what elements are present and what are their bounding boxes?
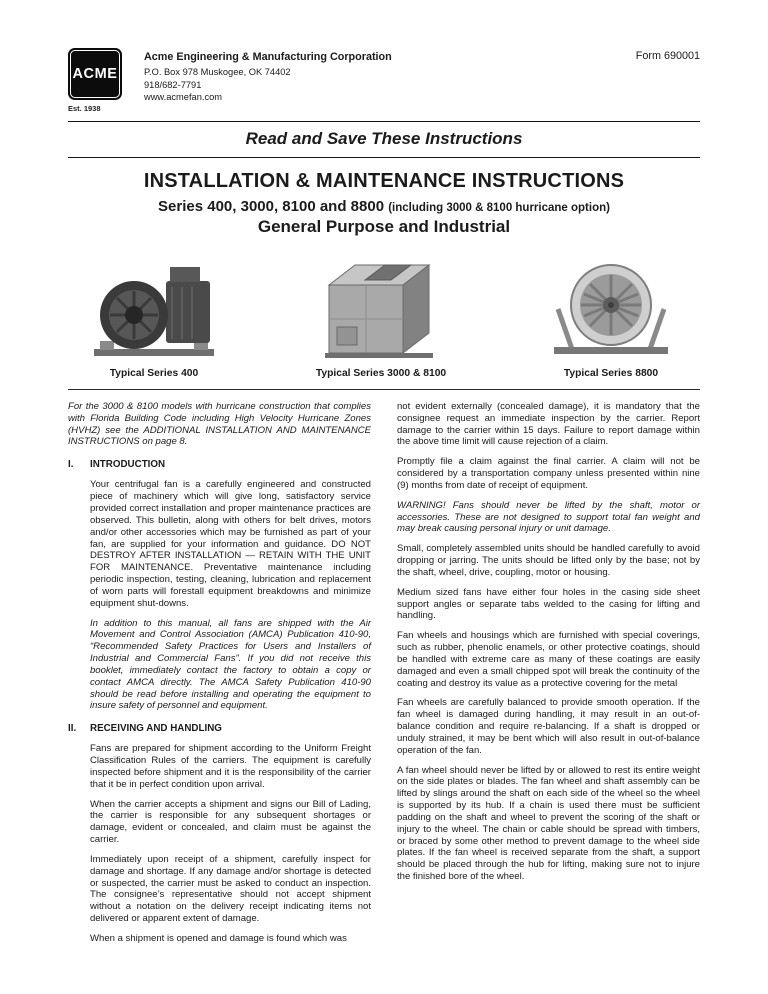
section-heading-introduction <box>68 459 371 471</box>
section-number: II. <box>68 723 77 735</box>
title-divider <box>68 157 700 158</box>
paragraph: Fan wheels are carefully balanced to provide smooth operation. If the fan wheel is damaged during handling, it may result in an out-of-balance condition and require re-balancing. If a shaft is dropped or unduly strained, it may be bent which will also result in out-of-balance operation of the fan. <box>397 697 700 756</box>
company-phone: 918/682-7791 <box>144 79 202 90</box>
logo-established-text: Est. 1938 <box>68 104 101 113</box>
acme-logo <box>68 48 122 100</box>
figure-series-3000-8100 <box>307 253 455 379</box>
right-column <box>397 401 700 953</box>
hurricane-note: For the 3000 & 8100 models with hurricane construction that complies with Florida Building Code including High Velocity Hurricane Zones (HVHZ) see the ADDITIONAL INSTALLATION AND MAINTENANCE INSTRUCTIONS on page 8. <box>68 401 371 448</box>
series-3000-8100-photo <box>307 253 455 361</box>
paragraph: Fan wheels and housings which are furnished with special coverings, such as rubber, phenolic enamels, or other protective coatings, should be handled with extreme care as many of these coatings are easily damaged and even a small chipped spot will break the continuity of the coating and destroy its value as a protective covering for the metal <box>397 630 700 689</box>
figure-series-8800 <box>544 259 678 379</box>
figures-divider <box>68 389 700 390</box>
series-8800-photo <box>544 259 678 361</box>
paragraph: not evident externally (concealed damage), it is mandatory that the consignee request an immediate inspection by the carrier. Report damage to the carrier within 15 days. Failure to report damage within the above time limit will cause rejection of a claim. <box>397 401 700 448</box>
series-400-photo <box>90 261 218 361</box>
paragraph: Immediately upon receipt of a shipment, carefully inspect for damage and shortage. If any damage and/or shortage is detected or suspected, the carrier must be asked to conduct an inspection. The consignee’s representative should not accept shipment without a notation on the delivery receipt indicating items not delivered or apparent extent of damage. <box>90 853 371 925</box>
figure-caption: Typical Series 400 <box>109 368 199 379</box>
main-title: INSTALLATION & MAINTENANCE INSTRUCTIONS <box>143 170 625 192</box>
company-website: www.acmefan.com <box>144 91 223 102</box>
paragraph: A fan wheel should never be lifted by or allowed to rest its entire weight on the side plates or blades. The fan wheel and shaft assembly can be lifted by slings around the shaft on each side of the wheel so the wheel is supported by its hub. If a chain is used there must be sufficient padding on the shaft and wheel to prevent the scoring of the shaft or injury to the wheel. The chain or cable should be spread with timbers, or braced by some other method to prevent damage to the wheel side plates. If the fan wheel is received separate from the shaft, a support should be placed through the hub for lifting, making sure not to injure the finished bore of the wheel. <box>397 764 700 882</box>
paragraph: Promptly file a claim against the final carrier. A claim will not be considered by a transportation company unless presented within nine (9) months from date of receipt of equipment. <box>397 456 700 491</box>
figures-row <box>90 253 678 379</box>
company-name: Acme Engineering & Manufacturing Corporation <box>144 51 392 63</box>
company-address: P.O. Box 978 Muskogee, OK 74402 <box>144 67 291 78</box>
paragraph: When the carrier accepts a shipment and signs our Bill of Lading, the carrier is responsible for any subsequent shortages or damage, evident or concealed, and claim must be against the carrier. <box>90 798 371 846</box>
series-subtitle-text: Series 400, 3000, 8100 and 8800 <box>158 198 385 215</box>
form-number: Form 690001 <box>635 50 700 62</box>
paragraph: Medium sized fans have either four holes in the casing side sheet support angles or separate tabs welded to the casing for lifting and handling. <box>397 586 700 622</box>
company-info <box>144 48 392 103</box>
series-subtitle <box>68 198 700 215</box>
section-heading-receiving <box>68 723 371 735</box>
paragraph: Small, completely assembled units should be handled carefully to avoid dropping or jarring. The units should be lifted only by the base; not by the shaft, wheel, drive, coupling, motor or housing. <box>397 543 700 578</box>
figure-caption: Typical Series 8800 <box>563 368 659 379</box>
section-title: INTRODUCTION <box>90 459 166 471</box>
paragraph: Fans are prepared for shipment according to the Uniform Freight Classification Rules of the carriers. The equipment is carefully inspected before shipment and it is the responsibility of the carrier that it be in perfect condition upon arrival. <box>90 743 371 790</box>
category-subtitle: General Purpose and Industrial <box>257 217 511 236</box>
body-columns <box>68 401 700 953</box>
section-number: I. <box>68 459 74 471</box>
series-subtitle-note: (including 3000 & 8100 hurricane option) <box>388 202 610 214</box>
section-title: RECEIVING AND HANDLING <box>90 723 222 735</box>
document-header <box>68 48 700 113</box>
figure-series-400 <box>90 261 218 379</box>
read-save-title: Read and Save These Instructions <box>245 129 523 148</box>
acme-logo-text: ACME <box>72 66 118 82</box>
figure-caption: Typical Series 3000 & 8100 <box>315 368 447 379</box>
left-column <box>68 401 371 953</box>
paragraph: When a shipment is opened and damage is found which was <box>90 932 347 944</box>
warning-paragraph: WARNING! Fans should never be lifted by the shaft, motor or accessories. These are not designed to support total fan weight and may break causing personal injury or unit damage. <box>397 499 700 535</box>
paragraph: Your centrifugal fan is a carefully engineered and constructed piece of machinery which will give long, satisfactory service provided correct installation and proper maintenance practices are observed. This bulletin, along with others for belt drives, motors and/or other accessories which may be furnished as part of your fan, are supplied for your information and guidance. DO NOT DESTROY AFTER INSTALLATION — RETAIN WITH THE UNIT FOR MAINTENANCE. Preventative maintenance including periodic inspection, testing, cleaning, lubrication and replacement of worn parts will forestall equipment breakdowns and minimize equipment shut-downs. <box>90 479 371 609</box>
logo-block <box>68 48 132 113</box>
amca-note-paragraph: In addition to this manual, all fans are shipped with the Air Movement and Control Association (AMCA) Publication 410-90, “Recommended Safety Practices for Users and Installers of Industrial and Commercial Fans”. If you did not receive this booklet, immediately contact the factory to obtain a copy or contact AMCA directly. The AMCA Safety Publication 410-90 should be read before installing and operating the equipment to insure safety of personnel and equipment. <box>90 617 371 712</box>
